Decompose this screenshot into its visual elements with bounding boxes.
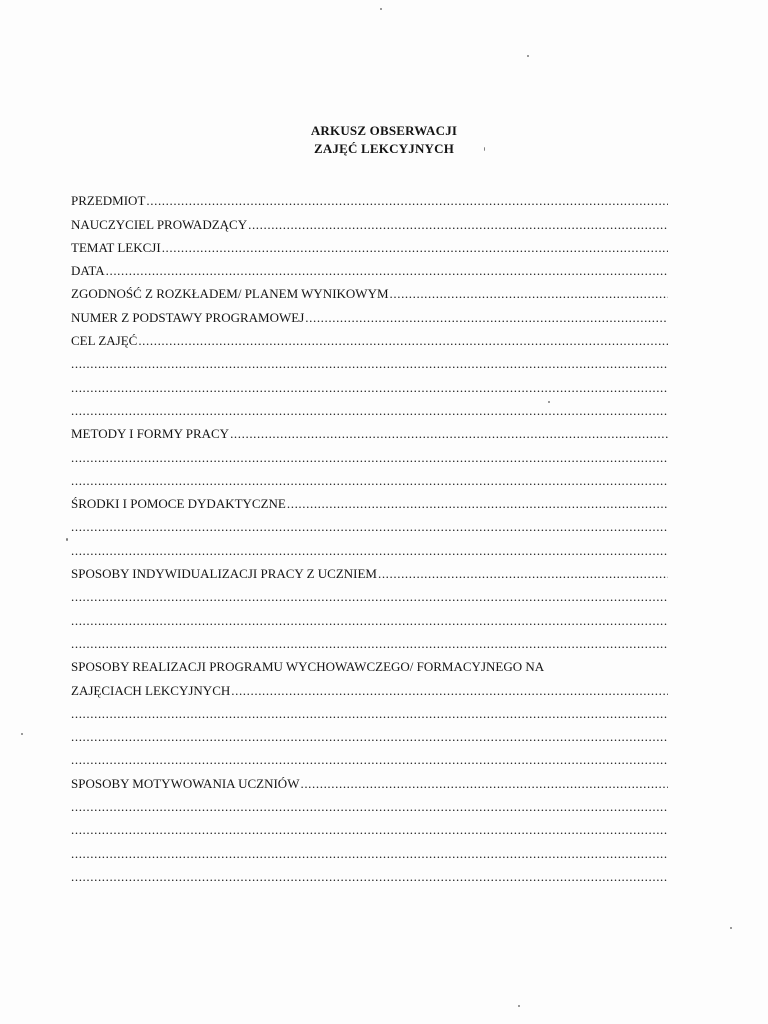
form-field-row xyxy=(71,208,668,231)
form-field-label: METODY I FORMY PRACY xyxy=(71,426,230,442)
blank-answer-line xyxy=(71,861,668,884)
dotted-fill-line xyxy=(71,356,668,371)
form-field-row xyxy=(71,651,668,674)
dotted-fill-line xyxy=(71,543,668,558)
scan-speck xyxy=(730,927,732,929)
scan-speck xyxy=(21,733,23,735)
form-field-label: SPOSOBY REALIZACJI PROGRAMU WYCHOWAWCZEGO/ FORMACYJNEGO NA xyxy=(71,659,545,675)
form-field-row xyxy=(71,558,668,581)
dotted-fill-line xyxy=(106,263,668,278)
dotted-fill-line xyxy=(71,869,668,884)
scan-speck xyxy=(66,538,68,541)
form-field-row xyxy=(71,278,668,301)
form-field-label: ZAJĘCIACH LEKCYJNYCH xyxy=(71,682,231,698)
dotted-fill-line xyxy=(71,613,668,628)
dotted-fill-line xyxy=(71,450,668,465)
form-field-label: PRZEDMIOT xyxy=(71,193,146,209)
blank-answer-line xyxy=(71,628,668,651)
dotted-fill-line xyxy=(71,403,668,418)
dotted-fill-line xyxy=(146,193,668,208)
document-subtitle: ZAJĘĆ LEKCYJNYCH xyxy=(313,141,455,156)
blank-answer-line xyxy=(71,511,668,534)
form-field-row xyxy=(71,232,668,255)
dotted-fill-line xyxy=(71,706,668,721)
dotted-fill-line xyxy=(71,589,668,604)
form-field-label: ŚRODKI I POMOCE DYDAKTYCZNE xyxy=(71,496,286,512)
dotted-fill-line xyxy=(300,776,668,791)
scan-speck xyxy=(484,147,485,151)
dotted-fill-line xyxy=(71,380,668,395)
dotted-fill-line xyxy=(71,473,668,488)
form-field-label: NAUCZYCIEL PROWADZĄCY xyxy=(71,216,248,232)
scan-speck xyxy=(527,55,529,57)
blank-answer-line xyxy=(71,371,668,394)
dotted-fill-line xyxy=(305,310,668,325)
scan-speck xyxy=(380,8,382,10)
form-field-row xyxy=(71,418,668,441)
blank-answer-line xyxy=(71,604,668,627)
blank-answer-line xyxy=(71,465,668,488)
blank-answer-line xyxy=(71,814,668,837)
document-title: ARKUSZ OBSERWACJI xyxy=(310,123,458,138)
scan-speck xyxy=(518,1005,520,1007)
form-field-row xyxy=(71,301,668,324)
blank-answer-line xyxy=(71,441,668,464)
form-field-row xyxy=(71,767,668,790)
dotted-fill-line xyxy=(71,822,668,837)
form-field-row xyxy=(71,255,668,278)
dotted-fill-line xyxy=(230,426,668,441)
form-field-row xyxy=(71,674,668,697)
dotted-fill-line xyxy=(138,333,668,348)
dotted-fill-line xyxy=(248,217,668,232)
dotted-fill-line xyxy=(231,683,668,698)
blank-answer-line xyxy=(71,534,668,557)
dotted-fill-line xyxy=(162,240,668,255)
dotted-fill-line xyxy=(71,729,668,744)
dotted-fill-line xyxy=(71,636,668,651)
form-field-row xyxy=(71,488,668,511)
observation-form xyxy=(71,185,668,884)
form-field-label: ZGODNOŚĆ Z ROZKŁADEM/ PLANEM WYNIKOWYM xyxy=(71,286,389,302)
form-field-label: TEMAT LEKCJI xyxy=(71,239,161,255)
blank-answer-line xyxy=(71,348,668,371)
dotted-fill-line xyxy=(390,286,668,301)
form-field-label: CEL ZAJĘĆ xyxy=(71,333,138,349)
blank-answer-line xyxy=(71,744,668,767)
blank-answer-line xyxy=(71,721,668,744)
dotted-fill-line xyxy=(71,519,668,534)
dotted-fill-line xyxy=(71,752,668,767)
dotted-fill-line xyxy=(378,566,668,581)
blank-answer-line xyxy=(71,791,668,814)
dotted-fill-line xyxy=(71,799,668,814)
blank-answer-line xyxy=(71,837,668,860)
form-field-row xyxy=(71,185,668,208)
blank-answer-line xyxy=(71,581,668,604)
form-field-label: NUMER Z PODSTAWY PROGRAMOWEJ xyxy=(71,309,305,325)
form-field-label: DATA xyxy=(71,263,105,279)
blank-answer-line xyxy=(71,698,668,721)
form-field-label: SPOSOBY INDYWIDUALIZACJI PRACY Z UCZNIEM xyxy=(71,566,377,582)
scan-speck xyxy=(548,401,550,403)
dotted-fill-line xyxy=(287,496,668,511)
form-field-label: SPOSOBY MOTYWOWANIA UCZNIÓW xyxy=(71,775,300,791)
dotted-fill-line xyxy=(71,846,668,861)
blank-answer-line xyxy=(71,395,668,418)
form-field-row xyxy=(71,325,668,348)
